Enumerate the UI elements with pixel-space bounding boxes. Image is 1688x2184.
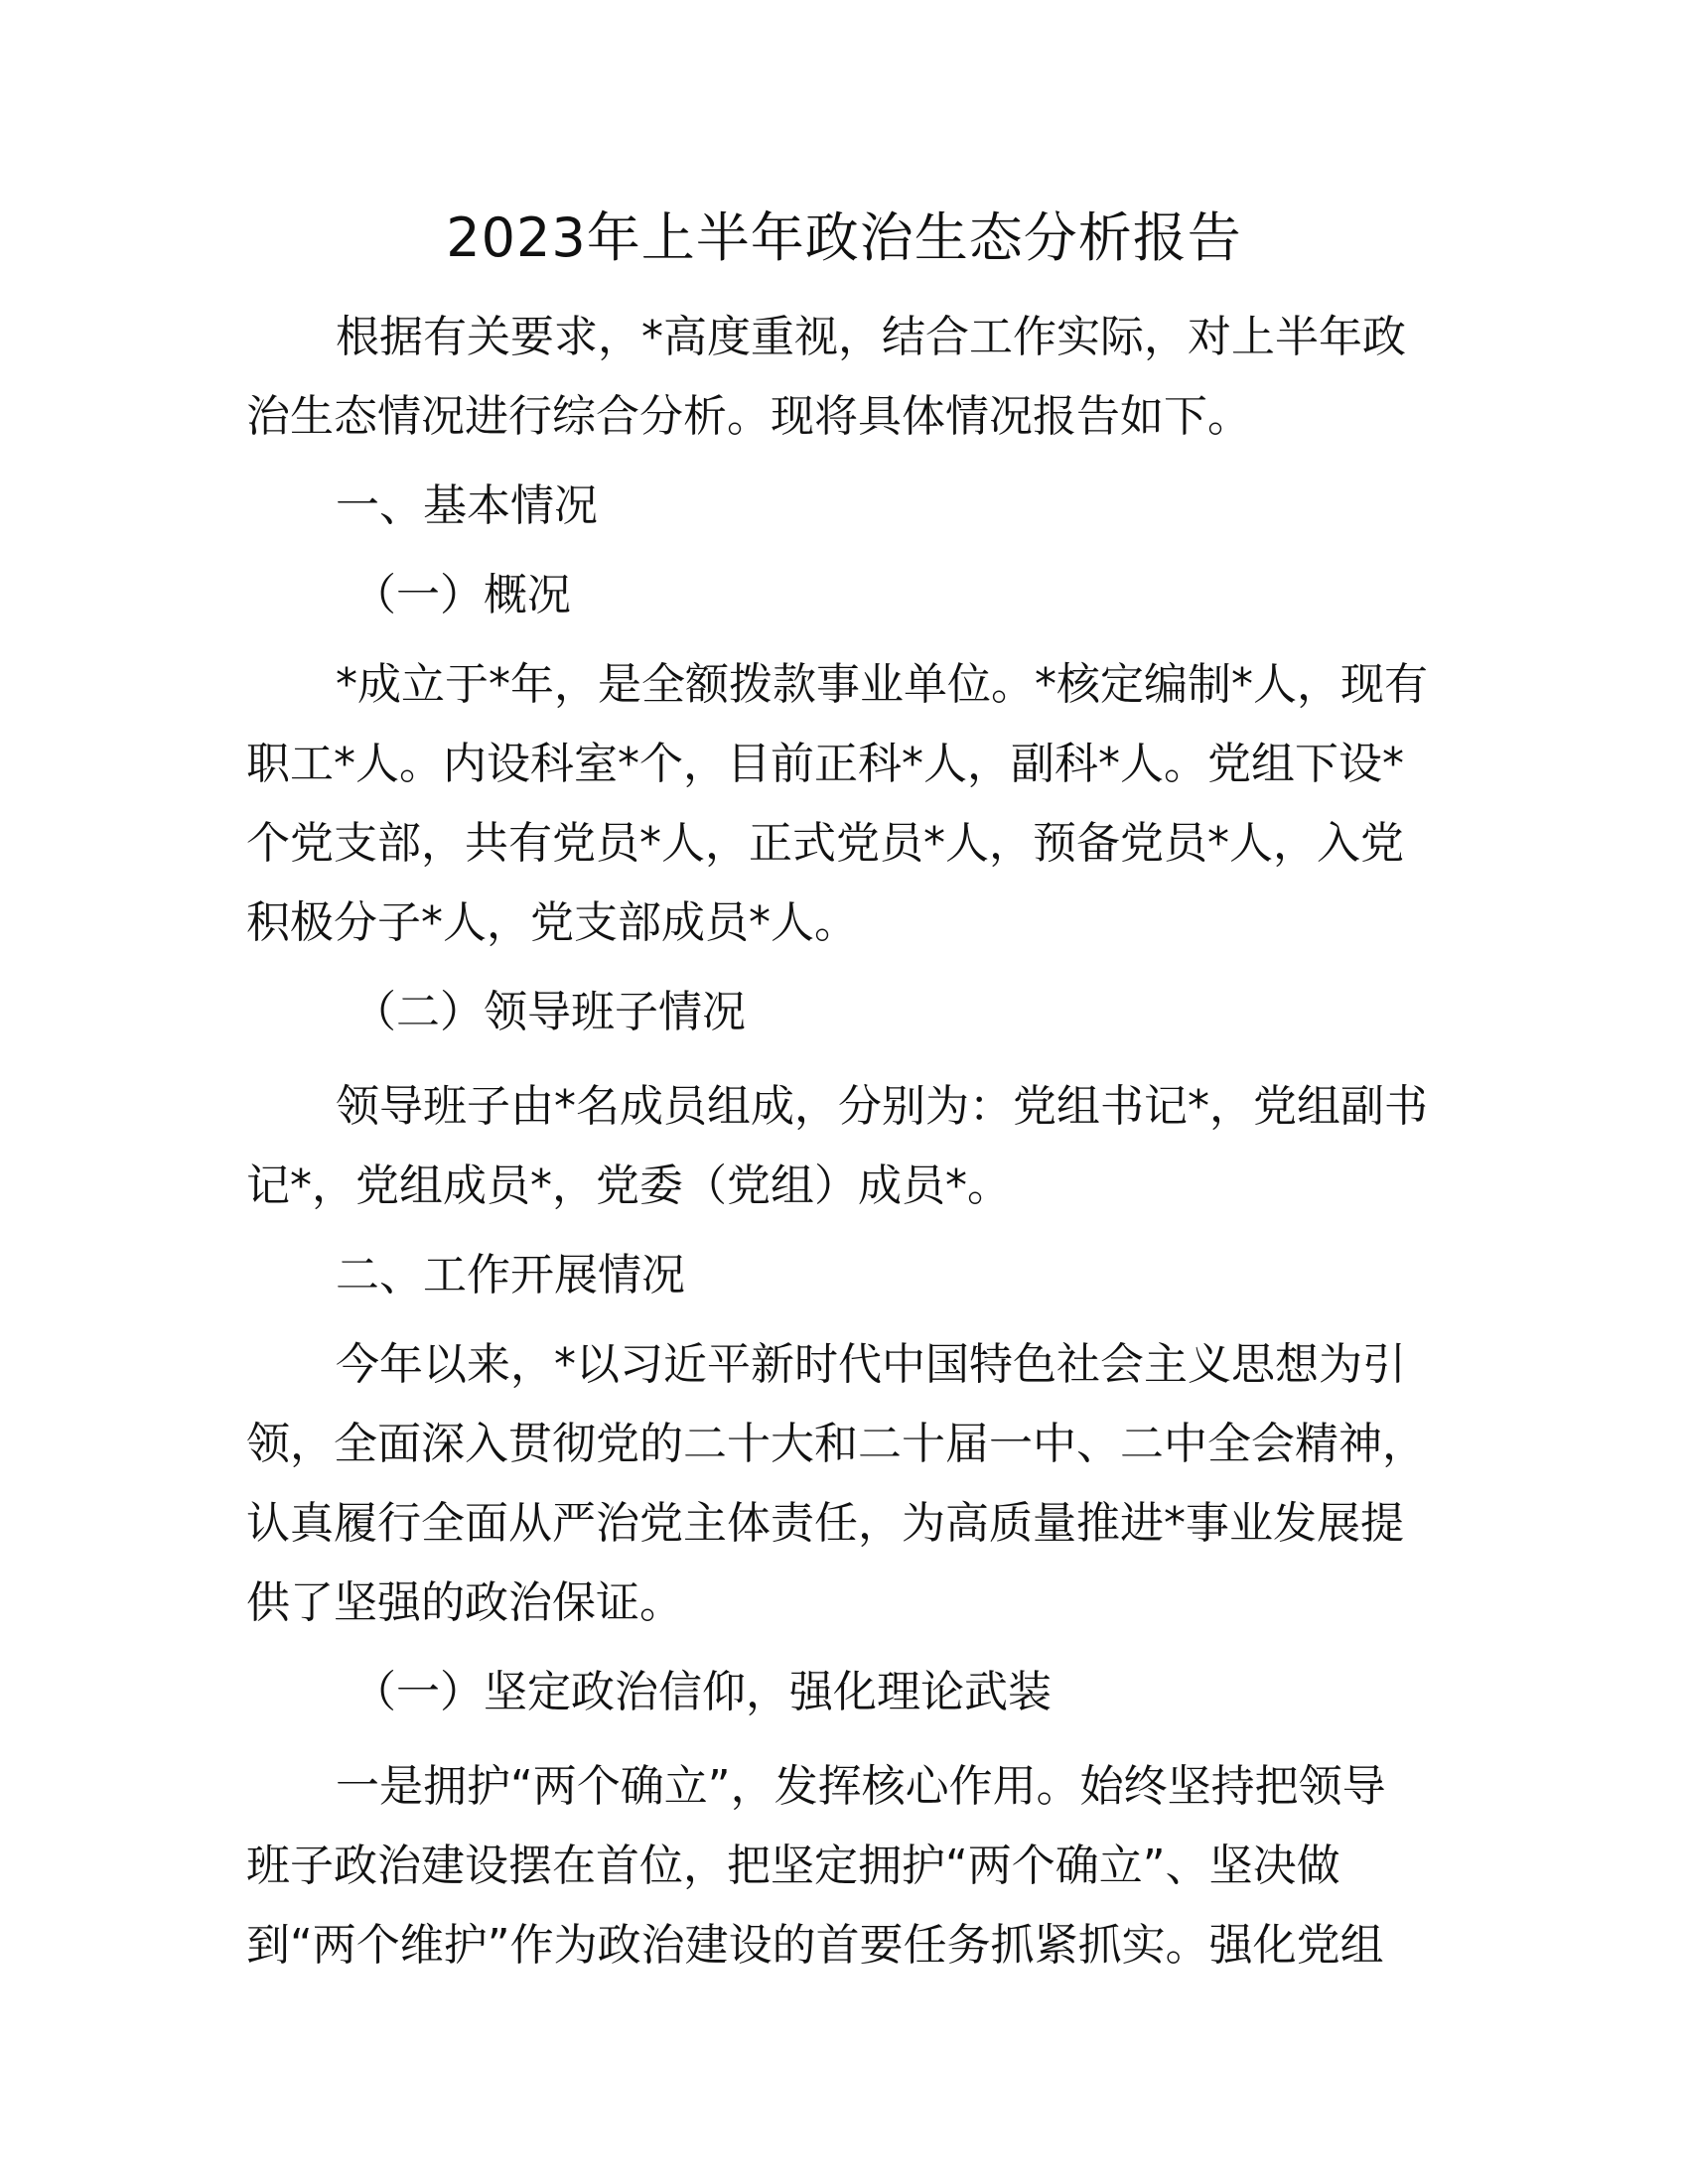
subsection-2-1-heading: （一）坚定政治信仰，强化理论武装 [352,1667,1052,1717]
overview-line-4: 积极分子*人，党支部成员*人。 [246,897,858,948]
overview-line-3: 个党支部，共有党员*人，正式党员*人，预备党员*人，入党 [246,818,1404,869]
overview-line-1: *成立于*年，是全额拨款事业单位。*核定编制*人，现有 [336,659,1428,710]
overview-line-2: 职工*人。内设科室*个，目前正科*人，副科*人。党组下设* [246,739,1404,789]
section-2-heading: 二、工作开展情况 [336,1250,685,1300]
work-line-3: 认真履行全面从严治党主体责任，为高质量推进*事业发展提 [246,1498,1404,1549]
intro-line-2: 治生态情况进行综合分析。现将具体情况报告如下。 [246,391,1251,442]
work-line-2: 领，全面深入贯彻党的二十大和二十届一中、二中全会精神， [246,1419,1426,1469]
subsection-1-1-heading: （一）概况 [352,570,571,620]
subsection-1-2-heading: （二）领导班子情况 [352,987,746,1037]
intro-line-1: 根据有关要求，*高度重视，结合工作实际，对上半年政 [336,312,1406,362]
belief-line-3: 到“两个维护”作为政治建设的首要任务抓紧抓实。强化党组 [246,1920,1384,1971]
leadership-line-2: 记*，党组成员*，党委（党组）成员*。 [246,1160,1011,1211]
section-1-heading: 一、基本情况 [336,480,598,531]
document-title: 2023年上半年政治生态分析报告 [446,206,1242,269]
work-line-4: 供了坚强的政治保证。 [246,1577,683,1628]
belief-line-2: 班子政治建设摆在首位，把坚定拥护“两个确立”、坚决做 [246,1841,1340,1891]
leadership-line-1: 领导班子由*名成员组成，分别为：党组书记*，党组副书 [336,1081,1428,1132]
belief-line-1: 一是拥护“两个确立”，发挥核心作用。始终坚持把领导 [336,1761,1386,1812]
work-line-1: 今年以来，*以习近平新时代中国特色社会主义思想为引 [336,1339,1406,1390]
